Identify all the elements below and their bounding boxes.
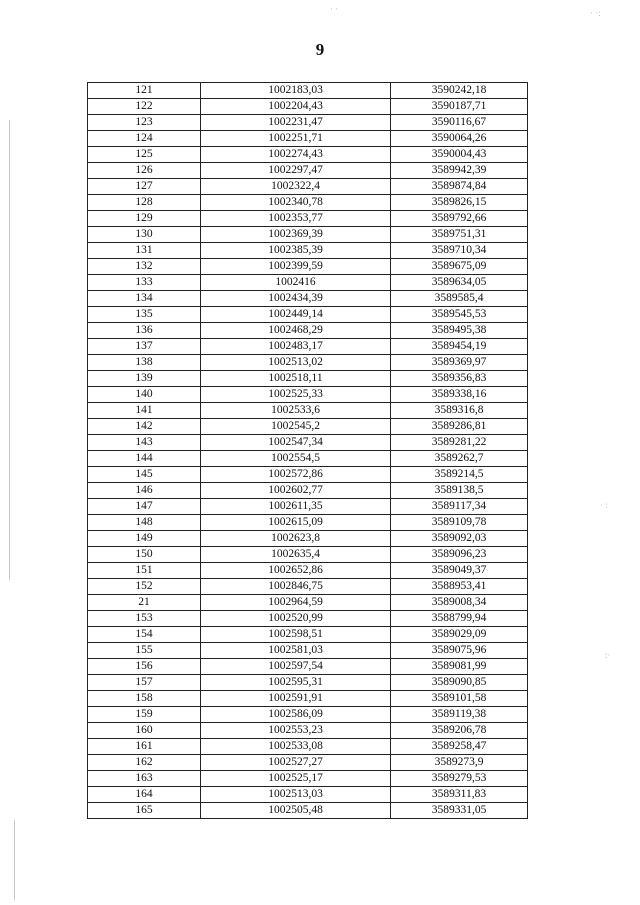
y-coordinate-cell: 3588799,94 xyxy=(391,611,528,627)
point-number-cell: 162 xyxy=(88,755,201,771)
table-row xyxy=(88,515,528,531)
y-coordinate-cell: 3589206,78 xyxy=(391,723,528,739)
table-row xyxy=(88,275,528,291)
scan-speck: · · xyxy=(330,4,339,14)
x-coordinate-cell: 1002520,99 xyxy=(201,611,391,627)
y-coordinate-cell: 3589049,37 xyxy=(391,563,528,579)
x-coordinate-cell: 1002572,86 xyxy=(201,467,391,483)
point-number-cell: 123 xyxy=(88,115,201,131)
x-coordinate-cell: 1002595,31 xyxy=(201,675,391,691)
x-coordinate-cell: 1002586,09 xyxy=(201,707,391,723)
x-coordinate-cell: 1002353,77 xyxy=(201,211,391,227)
x-coordinate-cell: 1002547,34 xyxy=(201,435,391,451)
table-row xyxy=(88,643,528,659)
x-coordinate-cell: 1002581,03 xyxy=(201,643,391,659)
y-coordinate-cell: 3589634,05 xyxy=(391,275,528,291)
x-coordinate-cell: 1002597,54 xyxy=(201,659,391,675)
table-row xyxy=(88,499,528,515)
table-row xyxy=(88,531,528,547)
x-coordinate-cell: 1002369,39 xyxy=(201,227,391,243)
y-coordinate-cell: 3590116,67 xyxy=(391,115,528,131)
table-row xyxy=(88,803,528,819)
point-number-cell: 122 xyxy=(88,99,201,115)
y-coordinate-cell: 3589096,23 xyxy=(391,547,528,563)
point-number-cell: 135 xyxy=(88,307,201,323)
table-row xyxy=(88,691,528,707)
point-number-cell: 143 xyxy=(88,435,201,451)
point-number-cell: 165 xyxy=(88,803,201,819)
point-number-cell: 155 xyxy=(88,643,201,659)
scan-edge-line xyxy=(9,120,10,580)
table-row xyxy=(88,723,528,739)
x-coordinate-cell: 1002635,4 xyxy=(201,547,391,563)
table-row xyxy=(88,227,528,243)
y-coordinate-cell: 3589826,15 xyxy=(391,195,528,211)
y-coordinate-cell: 3589545,53 xyxy=(391,307,528,323)
table-row xyxy=(88,467,528,483)
point-number-cell: 151 xyxy=(88,563,201,579)
table-row xyxy=(88,483,528,499)
table-row xyxy=(88,627,528,643)
table-row xyxy=(88,387,528,403)
x-coordinate-cell: 1002505,48 xyxy=(201,803,391,819)
x-coordinate-cell: 1002525,33 xyxy=(201,387,391,403)
point-number-cell: 161 xyxy=(88,739,201,755)
y-coordinate-cell: 3589675,09 xyxy=(391,259,528,275)
coordinates-table xyxy=(87,82,528,819)
x-coordinate-cell: 1002623,8 xyxy=(201,531,391,547)
y-coordinate-cell: 3589331,05 xyxy=(391,803,528,819)
table-row xyxy=(88,307,528,323)
x-coordinate-cell: 1002183,03 xyxy=(201,83,391,99)
y-coordinate-cell: 3589369,97 xyxy=(391,355,528,371)
point-number-cell: 132 xyxy=(88,259,201,275)
x-coordinate-cell: 1002204,43 xyxy=(201,99,391,115)
x-coordinate-cell: 1002525,17 xyxy=(201,771,391,787)
x-coordinate-cell: 1002533,6 xyxy=(201,403,391,419)
table-row xyxy=(88,563,528,579)
table-row xyxy=(88,131,528,147)
y-coordinate-cell: 3589281,22 xyxy=(391,435,528,451)
point-number-cell: 131 xyxy=(88,243,201,259)
table-row xyxy=(88,595,528,611)
y-coordinate-cell: 3589942,39 xyxy=(391,163,528,179)
coordinates-table-body xyxy=(88,83,528,819)
y-coordinate-cell: 3590004,43 xyxy=(391,147,528,163)
point-number-cell: 141 xyxy=(88,403,201,419)
table-row xyxy=(88,547,528,563)
x-coordinate-cell: 1002251,71 xyxy=(201,131,391,147)
point-number-cell: 129 xyxy=(88,211,201,227)
x-coordinate-cell: 1002554,5 xyxy=(201,451,391,467)
x-coordinate-cell: 1002416 xyxy=(201,275,391,291)
point-number-cell: 128 xyxy=(88,195,201,211)
point-number-cell: 153 xyxy=(88,611,201,627)
scan-speck: · : xyxy=(600,500,608,510)
y-coordinate-cell: 3589279,53 xyxy=(391,771,528,787)
x-coordinate-cell: 1002449,14 xyxy=(201,307,391,323)
table-row xyxy=(88,195,528,211)
table-row xyxy=(88,435,528,451)
table-row xyxy=(88,83,528,99)
point-number-cell: 133 xyxy=(88,275,201,291)
x-coordinate-cell: 1002518,11 xyxy=(201,371,391,387)
point-number-cell: 125 xyxy=(88,147,201,163)
point-number-cell: 121 xyxy=(88,83,201,99)
table-row xyxy=(88,339,528,355)
y-coordinate-cell: 3589710,34 xyxy=(391,243,528,259)
table-row xyxy=(88,403,528,419)
y-coordinate-cell: 3589092,03 xyxy=(391,531,528,547)
table-row xyxy=(88,211,528,227)
x-coordinate-cell: 1002611,35 xyxy=(201,499,391,515)
point-number-cell: 134 xyxy=(88,291,201,307)
table-row xyxy=(88,99,528,115)
y-coordinate-cell: 3590064,26 xyxy=(391,131,528,147)
y-coordinate-cell: 3589454,19 xyxy=(391,339,528,355)
point-number-cell: 139 xyxy=(88,371,201,387)
y-coordinate-cell: 3589101,58 xyxy=(391,691,528,707)
x-coordinate-cell: 1002652,86 xyxy=(201,563,391,579)
point-number-cell: 137 xyxy=(88,339,201,355)
point-number-cell: 126 xyxy=(88,163,201,179)
point-number-cell: 124 xyxy=(88,131,201,147)
y-coordinate-cell: 3589075,96 xyxy=(391,643,528,659)
point-number-cell: 149 xyxy=(88,531,201,547)
x-coordinate-cell: 1002340,78 xyxy=(201,195,391,211)
x-coordinate-cell: 1002297,47 xyxy=(201,163,391,179)
point-number-cell: 142 xyxy=(88,419,201,435)
y-coordinate-cell: 3590187,71 xyxy=(391,99,528,115)
table-row xyxy=(88,611,528,627)
x-coordinate-cell: 1002591,91 xyxy=(201,691,391,707)
y-coordinate-cell: 3588953,41 xyxy=(391,579,528,595)
y-coordinate-cell: 3589311,83 xyxy=(391,787,528,803)
y-coordinate-cell: 3589874,84 xyxy=(391,179,528,195)
x-coordinate-cell: 1002468,29 xyxy=(201,323,391,339)
x-coordinate-cell: 1002322,4 xyxy=(201,179,391,195)
scan-speck: :· xyxy=(605,650,611,660)
y-coordinate-cell: 3589316,8 xyxy=(391,403,528,419)
point-number-cell: 148 xyxy=(88,515,201,531)
table-row xyxy=(88,291,528,307)
x-coordinate-cell: 1002533,08 xyxy=(201,739,391,755)
point-number-cell: 157 xyxy=(88,675,201,691)
x-coordinate-cell: 1002483,17 xyxy=(201,339,391,355)
point-number-cell: 159 xyxy=(88,707,201,723)
point-number-cell: 152 xyxy=(88,579,201,595)
table-row xyxy=(88,147,528,163)
point-number-cell: 156 xyxy=(88,659,201,675)
point-number-cell: 140 xyxy=(88,387,201,403)
table-row xyxy=(88,451,528,467)
point-number-cell: 164 xyxy=(88,787,201,803)
y-coordinate-cell: 3589751,31 xyxy=(391,227,528,243)
point-number-cell: 136 xyxy=(88,323,201,339)
x-coordinate-cell: 1002434,39 xyxy=(201,291,391,307)
table-row xyxy=(88,243,528,259)
y-coordinate-cell: 3589081,99 xyxy=(391,659,528,675)
y-coordinate-cell: 3589119,38 xyxy=(391,707,528,723)
table-row xyxy=(88,259,528,275)
x-coordinate-cell: 1002602,77 xyxy=(201,483,391,499)
y-coordinate-cell: 3589585,4 xyxy=(391,291,528,307)
y-coordinate-cell: 3589338,16 xyxy=(391,387,528,403)
table-row xyxy=(88,323,528,339)
table-row xyxy=(88,659,528,675)
y-coordinate-cell: 3589138,5 xyxy=(391,483,528,499)
point-number-cell: 150 xyxy=(88,547,201,563)
table-row xyxy=(88,579,528,595)
x-coordinate-cell: 1002553,23 xyxy=(201,723,391,739)
table-row xyxy=(88,115,528,131)
table-row xyxy=(88,707,528,723)
table-row xyxy=(88,739,528,755)
x-coordinate-cell: 1002598,51 xyxy=(201,627,391,643)
y-coordinate-cell: 3589090,85 xyxy=(391,675,528,691)
y-coordinate-cell: 3589214,5 xyxy=(391,467,528,483)
x-coordinate-cell: 1002513,02 xyxy=(201,355,391,371)
table-row xyxy=(88,787,528,803)
point-number-cell: 163 xyxy=(88,771,201,787)
point-number-cell: 147 xyxy=(88,499,201,515)
table-row xyxy=(88,355,528,371)
table-row xyxy=(88,163,528,179)
x-coordinate-cell: 1002615,09 xyxy=(201,515,391,531)
point-number-cell: 144 xyxy=(88,451,201,467)
point-number-cell: 138 xyxy=(88,355,201,371)
y-coordinate-cell: 3589117,34 xyxy=(391,499,528,515)
y-coordinate-cell: 3589029,09 xyxy=(391,627,528,643)
point-number-cell: 154 xyxy=(88,627,201,643)
point-number-cell: 160 xyxy=(88,723,201,739)
x-coordinate-cell: 1002527,27 xyxy=(201,755,391,771)
point-number-cell: 145 xyxy=(88,467,201,483)
scan-speck: · ·: xyxy=(590,8,601,18)
y-coordinate-cell: 3589109,78 xyxy=(391,515,528,531)
table-row xyxy=(88,755,528,771)
table-row xyxy=(88,371,528,387)
point-number-cell: 127 xyxy=(88,179,201,195)
y-coordinate-cell: 3589286,81 xyxy=(391,419,528,435)
y-coordinate-cell: 3590242,18 xyxy=(391,83,528,99)
table-row xyxy=(88,179,528,195)
y-coordinate-cell: 3589792,66 xyxy=(391,211,528,227)
y-coordinate-cell: 3589008,34 xyxy=(391,595,528,611)
y-coordinate-cell: 3589262,7 xyxy=(391,451,528,467)
y-coordinate-cell: 3589356,83 xyxy=(391,371,528,387)
y-coordinate-cell: 3589258,47 xyxy=(391,739,528,755)
point-number-cell: 130 xyxy=(88,227,201,243)
point-number-cell: 21 xyxy=(88,595,201,611)
x-coordinate-cell: 1002846,75 xyxy=(201,579,391,595)
table-row xyxy=(88,419,528,435)
x-coordinate-cell: 1002513,03 xyxy=(201,787,391,803)
x-coordinate-cell: 1002231,47 xyxy=(201,115,391,131)
x-coordinate-cell: 1002545,2 xyxy=(201,419,391,435)
table-row xyxy=(88,675,528,691)
page-number: 9 xyxy=(315,40,325,59)
x-coordinate-cell: 1002385,39 xyxy=(201,243,391,259)
x-coordinate-cell: 1002964,59 xyxy=(201,595,391,611)
point-number-cell: 158 xyxy=(88,691,201,707)
scan-edge-line xyxy=(14,820,15,900)
x-coordinate-cell: 1002274,43 xyxy=(201,147,391,163)
x-coordinate-cell: 1002399,59 xyxy=(201,259,391,275)
table-row xyxy=(88,771,528,787)
y-coordinate-cell: 3589273,9 xyxy=(391,755,528,771)
y-coordinate-cell: 3589495,38 xyxy=(391,323,528,339)
point-number-cell: 146 xyxy=(88,483,201,499)
